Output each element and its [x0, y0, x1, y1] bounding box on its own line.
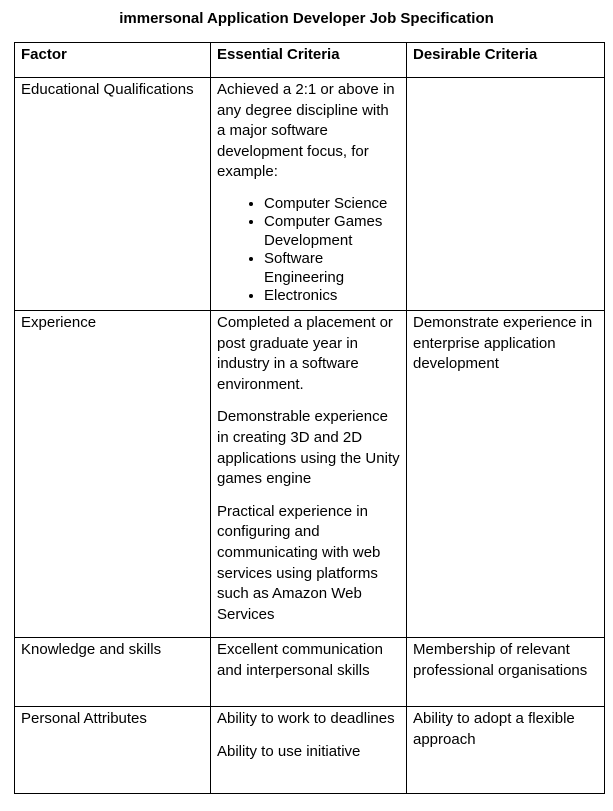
- factor-cell: Educational Qualifications: [15, 78, 211, 311]
- criteria-text: Demonstrable experience in creating 3D and 2D applications using the Unity games engine: [217, 408, 400, 488]
- degree-list: [217, 195, 400, 306]
- factor-cell: Experience: [15, 310, 211, 637]
- table-row: [15, 78, 605, 311]
- header-desirable: Desirable Criteria: [407, 43, 605, 78]
- header-row: [15, 43, 605, 78]
- table-row: [15, 706, 605, 793]
- desirable-cell: [407, 706, 605, 793]
- list-item: • Computer Science: [264, 195, 400, 214]
- essential-cell: [211, 637, 407, 706]
- criteria-text: Achieved a 2:1 or above in any degree discipline with a major software development focus, for example:: [217, 81, 395, 181]
- essential-cell: [211, 310, 407, 637]
- list-item: • Computer Games Development: [264, 213, 400, 250]
- desirable-cell: [407, 637, 605, 706]
- list-item: • Software Engineering: [264, 250, 400, 287]
- table-row: [15, 310, 605, 637]
- criteria-text: Excellent communication and interpersonal skills: [217, 640, 383, 679]
- list-item: • Electronics: [264, 287, 400, 306]
- criteria-text: Ability to adopt a flexible approach: [413, 709, 575, 748]
- factor-cell: Personal Attributes: [15, 706, 211, 793]
- criteria-text: Demonstrate experience in enterprise application development: [413, 313, 593, 373]
- factor-cell: Knowledge and skills: [15, 637, 211, 706]
- criteria-text: Completed a placement or post graduate year in industry in a software environment.: [217, 313, 393, 393]
- job-spec-table: [14, 42, 605, 794]
- criteria-text: Practical experience in configuring and communicating with web services using platforms such as Amazon Web Services: [217, 502, 381, 623]
- desirable-cell: [407, 78, 605, 311]
- header-factor: Factor: [15, 43, 211, 78]
- essential-cell: [211, 78, 407, 311]
- table-row: [15, 637, 605, 706]
- essential-cell: [211, 706, 407, 793]
- header-essential: Essential Criteria: [211, 43, 407, 78]
- criteria-text: Ability to use initiative: [217, 742, 361, 760]
- criteria-text: Membership of relevant professional organisations: [413, 640, 588, 679]
- desirable-cell: [407, 310, 605, 637]
- document-title: immersonal Application Developer Job Specification: [119, 10, 494, 27]
- criteria-text: Ability to work to deadlines: [217, 709, 395, 727]
